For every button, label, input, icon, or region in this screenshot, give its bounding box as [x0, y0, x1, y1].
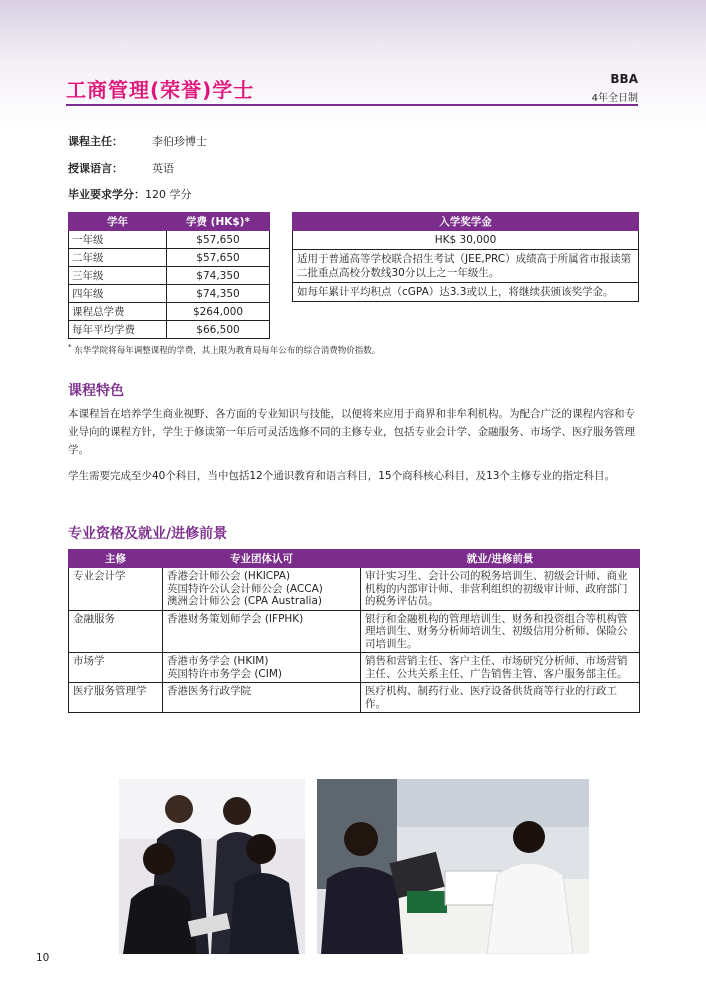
fee-year: 三年级	[69, 267, 167, 285]
fee-year: 一年级	[69, 231, 167, 249]
table-row	[69, 249, 270, 267]
career-heading: 专业资格及就业/进修前景	[68, 526, 228, 542]
table-row	[69, 568, 640, 611]
career-major: 金融服务	[69, 610, 163, 653]
program-code: BBA	[610, 72, 638, 86]
table-row	[69, 303, 270, 321]
scholarship-header: 入学奖学金	[293, 213, 639, 231]
career-bodies	[163, 568, 361, 611]
body-item: 澳洲会计师公会 (CPA Australia)	[167, 595, 322, 607]
body-item: 香港市务学会 (HKIM)	[167, 655, 269, 667]
features-paragraph-2: 学生需要完成至少40个科目，当中包括12个通识教育和语言科目，15个商科核心科目，及13个主修专业的指定科目。	[68, 470, 615, 482]
features-paragraph-1: 本课程旨在培养学生商业视野、各方面的专业知识与技能，以便将来应用于商界和非牟利机构。为配合广泛的课程内容和专业导向的课程方针，学生于修读第一年后可灵活选修不同的主修专业，包括专业会计学、金融服务、市场学、医疗服务管理学。	[68, 408, 635, 456]
career-prospects: 银行和金融机构的管理培训生、财务和投资组合等机构管理培训生、财务分析师培训生、初级信用分析师、保险公司培训生。	[361, 610, 640, 653]
career-header-prospects: 就业/进修前景	[361, 550, 640, 568]
career-major: 市场学	[69, 653, 163, 683]
career-bodies	[163, 683, 361, 713]
header-divider	[66, 104, 638, 106]
scholarship-criteria: 适用于普通高等学校联合招生考试（JEE,PRC）成绩高于所属省市报读第二批重点高校分数线30分以上之一年级生。	[293, 250, 639, 283]
info-credits	[68, 186, 192, 202]
career-table	[68, 549, 640, 713]
fee-amount: $264,000	[167, 303, 270, 321]
info-key: 毕业要求学分：	[68, 188, 145, 201]
fee-amount: $57,650	[167, 231, 270, 249]
fee-year: 四年级	[69, 285, 167, 303]
info-language	[68, 160, 174, 176]
info-value: 英语	[152, 162, 174, 175]
fee-footnote	[68, 342, 380, 356]
career-prospects: 医疗机构、制药行业、医疗设备供货商等行业的行政工作。	[361, 683, 640, 713]
career-bodies	[163, 610, 361, 653]
fee-header-year: 学年	[69, 213, 167, 231]
fee-amount: $74,350	[167, 285, 270, 303]
fee-amount: $57,650	[167, 249, 270, 267]
features-heading: 课程特色	[68, 383, 124, 399]
career-prospects: 审计实习生、会计公司的税务培训生、初级会计师、商业机构的内部审计师、非营利组织的初级审计师、政府部门的税务评估员。	[361, 568, 640, 611]
career-major: 医疗服务管理学	[69, 683, 163, 713]
fee-table	[68, 212, 270, 339]
table-row	[69, 610, 640, 653]
fee-header-amount: 学费 (HK$)*	[167, 213, 270, 231]
scholarship-table	[292, 212, 639, 302]
scholarship-amount: HK$ 30,000	[293, 231, 639, 250]
table-row	[69, 285, 270, 303]
info-value: 120 学分	[145, 188, 192, 201]
fee-year: 二年级	[69, 249, 167, 267]
body-item: 英国特许公认会计师公会 (ACCA)	[167, 582, 323, 595]
table-row	[69, 267, 270, 285]
students-group-photo	[119, 779, 305, 954]
career-header-major: 主修	[69, 550, 163, 568]
page-number: 10	[36, 952, 50, 964]
career-major: 专业会计学	[69, 568, 163, 611]
career-header-bodies: 专业团体认可	[163, 550, 361, 568]
page-title: 工商管理(荣誉)学士	[66, 78, 255, 102]
info-value: 李伯珍博士	[152, 135, 207, 148]
career-prospects: 销售和营销主任、客户主任、市场研究分析师、市场营销主任、公共关系主任、广告销售主管、客户服务部主任。	[361, 653, 640, 683]
info-director	[68, 133, 207, 149]
footnote-mark: *	[68, 342, 72, 351]
body-item: 英国特许市务学会 (CIM)	[167, 667, 283, 680]
footnote-text: 东华学院将每年调整课程的学费，其上限为教育局每年公布的综合消费物价指数。	[74, 345, 381, 356]
table-row	[69, 653, 640, 683]
fee-year: 课程总学费	[69, 303, 167, 321]
fee-amount: $74,350	[167, 267, 270, 285]
students-study-photo	[317, 779, 589, 954]
study-mode: 4年全日制	[591, 93, 638, 104]
table-row	[69, 231, 270, 249]
fee-amount: $66,500	[167, 321, 270, 339]
info-key: 课程主任：	[68, 135, 123, 148]
fee-year: 每年平均学费	[69, 321, 167, 339]
body-item: 香港医务行政学院	[167, 685, 251, 697]
career-bodies	[163, 653, 361, 683]
info-key: 授课语言：	[68, 162, 123, 175]
table-row	[69, 683, 640, 713]
table-row	[69, 321, 270, 339]
scholarship-renewal: 如每年累计平均积点（cGPA）达3.3或以上，将继续获颁该奖学金。	[293, 283, 639, 302]
body-item: 香港财务策划师学会 (IFPHK)	[167, 612, 304, 625]
body-item: 香港会计师公会 (HKICPA)	[167, 570, 291, 582]
